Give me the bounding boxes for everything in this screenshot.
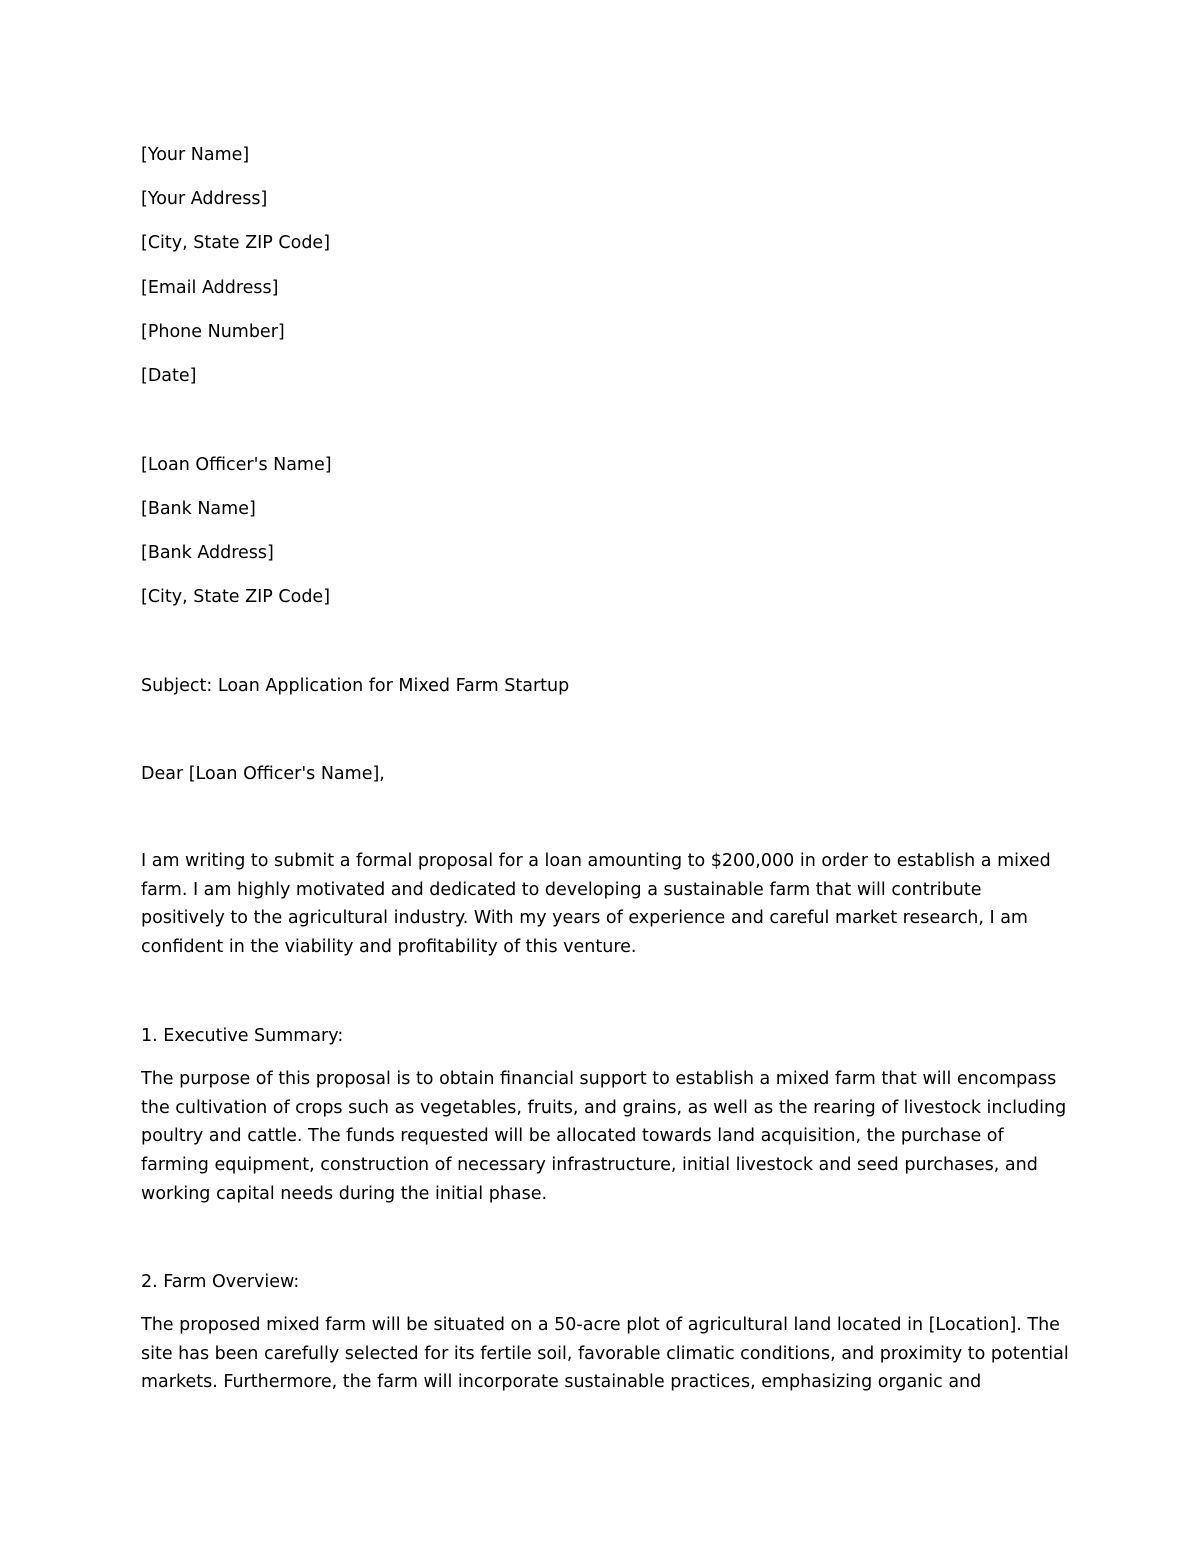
executive-summary-line: working capital needs during the initial phase.: [141, 1183, 548, 1204]
recipient-bank-name: [Bank Name]: [141, 499, 256, 519]
section-heading-farm-overview: 2. Farm Overview:: [141, 1272, 300, 1292]
salutation: Dear [Loan Officer's Name],: [141, 764, 385, 784]
recipient-officer-name: [Loan Officer's Name]: [141, 455, 332, 475]
intro-line: confident in the viability and profitability of this venture.: [141, 937, 637, 958]
sender-phone: [Phone Number]: [141, 322, 285, 342]
sender-email: [Email Address]: [141, 278, 279, 298]
farm-overview-line: site has been carefully selected for its fertile soil, favorable climatic conditions, and proximity to potential: [141, 1343, 1069, 1364]
executive-summary-line: poultry and cattle. The funds requested will be allocated towards land acquisition, the purchase of: [141, 1126, 1004, 1147]
intro-line: I am writing to submit a formal proposal for a loan amounting to $200,000 in order to establish a mixed: [141, 851, 1051, 871]
farm-overview-line: markets. Furthermore, the farm will incorporate sustainable practices, emphasizing organic and: [141, 1372, 982, 1393]
executive-summary-line: the cultivation of crops such as vegetables, fruits, and grains, as well as the rearing of livestock including: [141, 1097, 1067, 1118]
sender-name: [Your Name]: [141, 145, 250, 165]
sender-address: [Your Address]: [141, 189, 268, 209]
executive-summary-paragraph: [141, 1065, 1066, 1209]
executive-summary-line: farming equipment, construction of necessary infrastructure, initial livestock and seed purchases, and: [141, 1155, 1038, 1176]
letter-date: [Date]: [141, 366, 197, 386]
executive-summary-line: The purpose of this proposal is to obtain financial support to establish a mixed farm that will encompass: [141, 1069, 1057, 1089]
farm-overview-paragraph: [141, 1311, 1069, 1397]
intro-line: positively to the agricultural industry. With my years of experience and careful market research, I am: [141, 908, 1028, 929]
farm-overview-line: The proposed mixed farm will be situated on a 50-acre plot of agricultural land located in [Location]. The: [141, 1315, 1060, 1335]
sender-city-state-zip: [City, State ZIP Code]: [141, 233, 331, 253]
section-heading-executive-summary: 1. Executive Summary:: [141, 1026, 344, 1046]
intro-line: farm. I am highly motivated and dedicated to developing a sustainable farm that will contribute: [141, 879, 982, 900]
subject-line: Subject: Loan Application for Mixed Farm Startup: [141, 676, 570, 696]
intro-paragraph: [141, 847, 1066, 962]
recipient-bank-address: [Bank Address]: [141, 543, 274, 563]
recipient-city-state-zip: [City, State ZIP Code]: [141, 587, 331, 607]
